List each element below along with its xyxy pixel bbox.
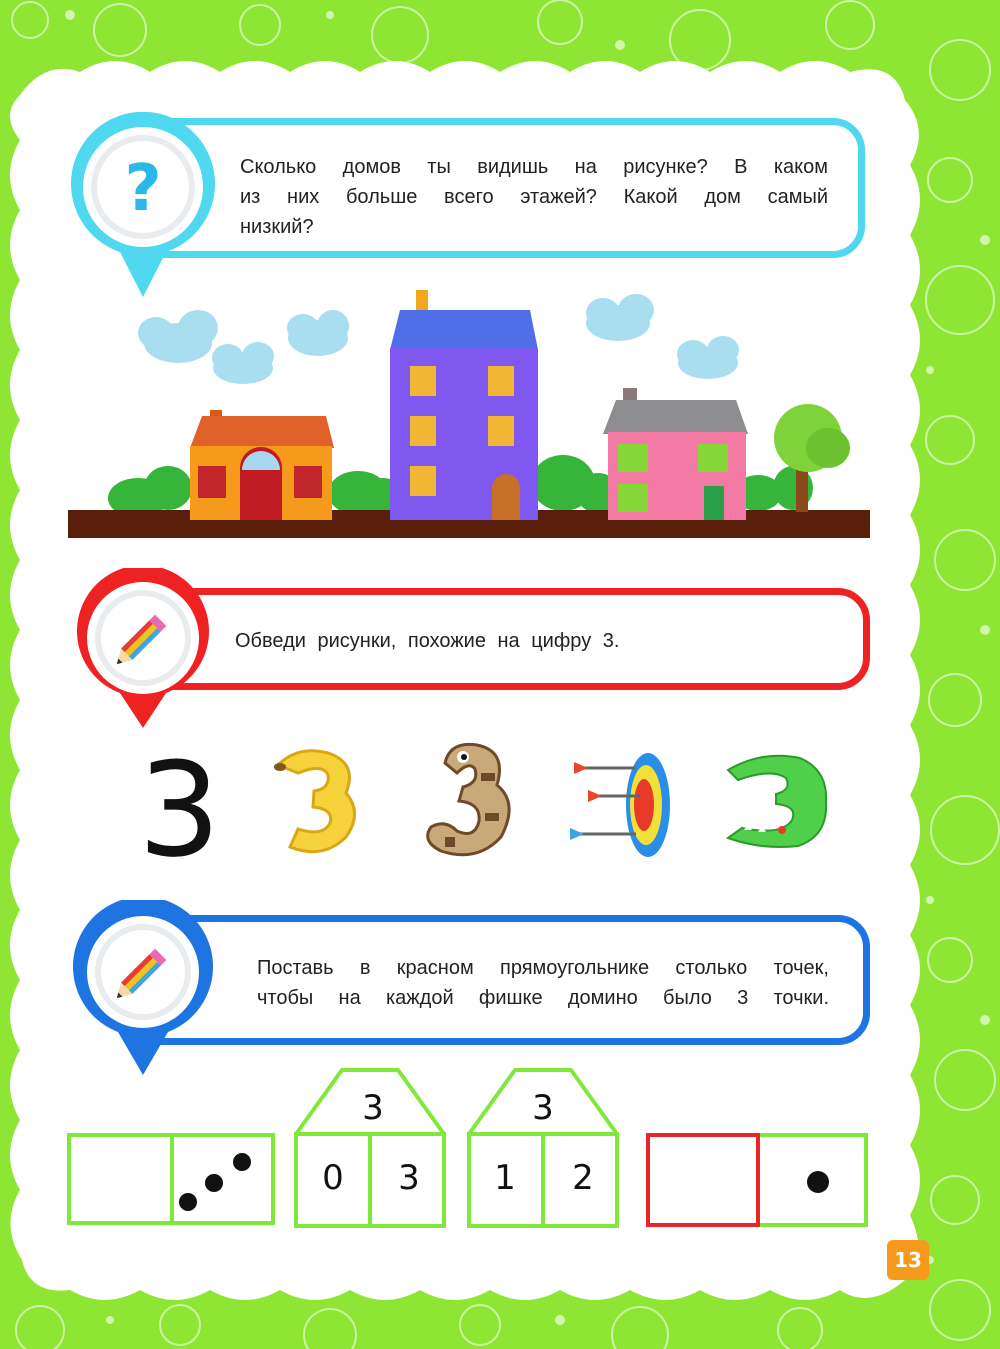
domino-house-2-roof: 3	[532, 1088, 554, 1128]
task1-line-3: низкий?	[240, 216, 314, 238]
snake-three-icon	[415, 733, 523, 863]
task2-text: Обведи рисунки, похожие на цифру 3.	[235, 630, 620, 652]
pencil-icon	[68, 900, 218, 1080]
domino-right[interactable]	[644, 1132, 870, 1230]
domino-house-1-left: 0	[322, 1158, 344, 1198]
task3-line-1: Поставь в красном прямоугольнике столько точек,	[257, 957, 829, 979]
task1-text	[240, 152, 828, 242]
banana-three-icon	[268, 745, 368, 857]
question-mark-icon	[68, 112, 218, 302]
crocodile-three-icon	[722, 750, 834, 850]
task1-line-1: Сколько домов ты видишь на рисунке? В каком	[240, 156, 828, 178]
domino-house-2-left: 1	[494, 1158, 516, 1198]
task3-text	[257, 953, 829, 1013]
red-rectangle-answer-cell[interactable]	[648, 1135, 758, 1225]
pink-house	[603, 388, 748, 520]
domino-left	[66, 1132, 278, 1228]
digit-three: 3	[138, 734, 221, 886]
houses-illustration	[68, 288, 870, 540]
purple-house	[390, 290, 538, 520]
page-number: 13	[887, 1240, 929, 1280]
question-glyph: ?	[124, 152, 162, 226]
domino-house-1-roof: 3	[362, 1088, 384, 1128]
orange-house	[190, 410, 334, 520]
pencil-icon	[68, 568, 218, 733]
domino-house-2-right: 2	[572, 1158, 594, 1198]
task1-line-2: из них больше всего этажей? Какой дом самый	[240, 186, 828, 208]
target-arrows-icon	[570, 750, 680, 860]
task3-line-2: чтобы на каждой фишке домино было 3 точки.	[257, 987, 829, 1009]
domino-house-1-right: 3	[398, 1158, 420, 1198]
